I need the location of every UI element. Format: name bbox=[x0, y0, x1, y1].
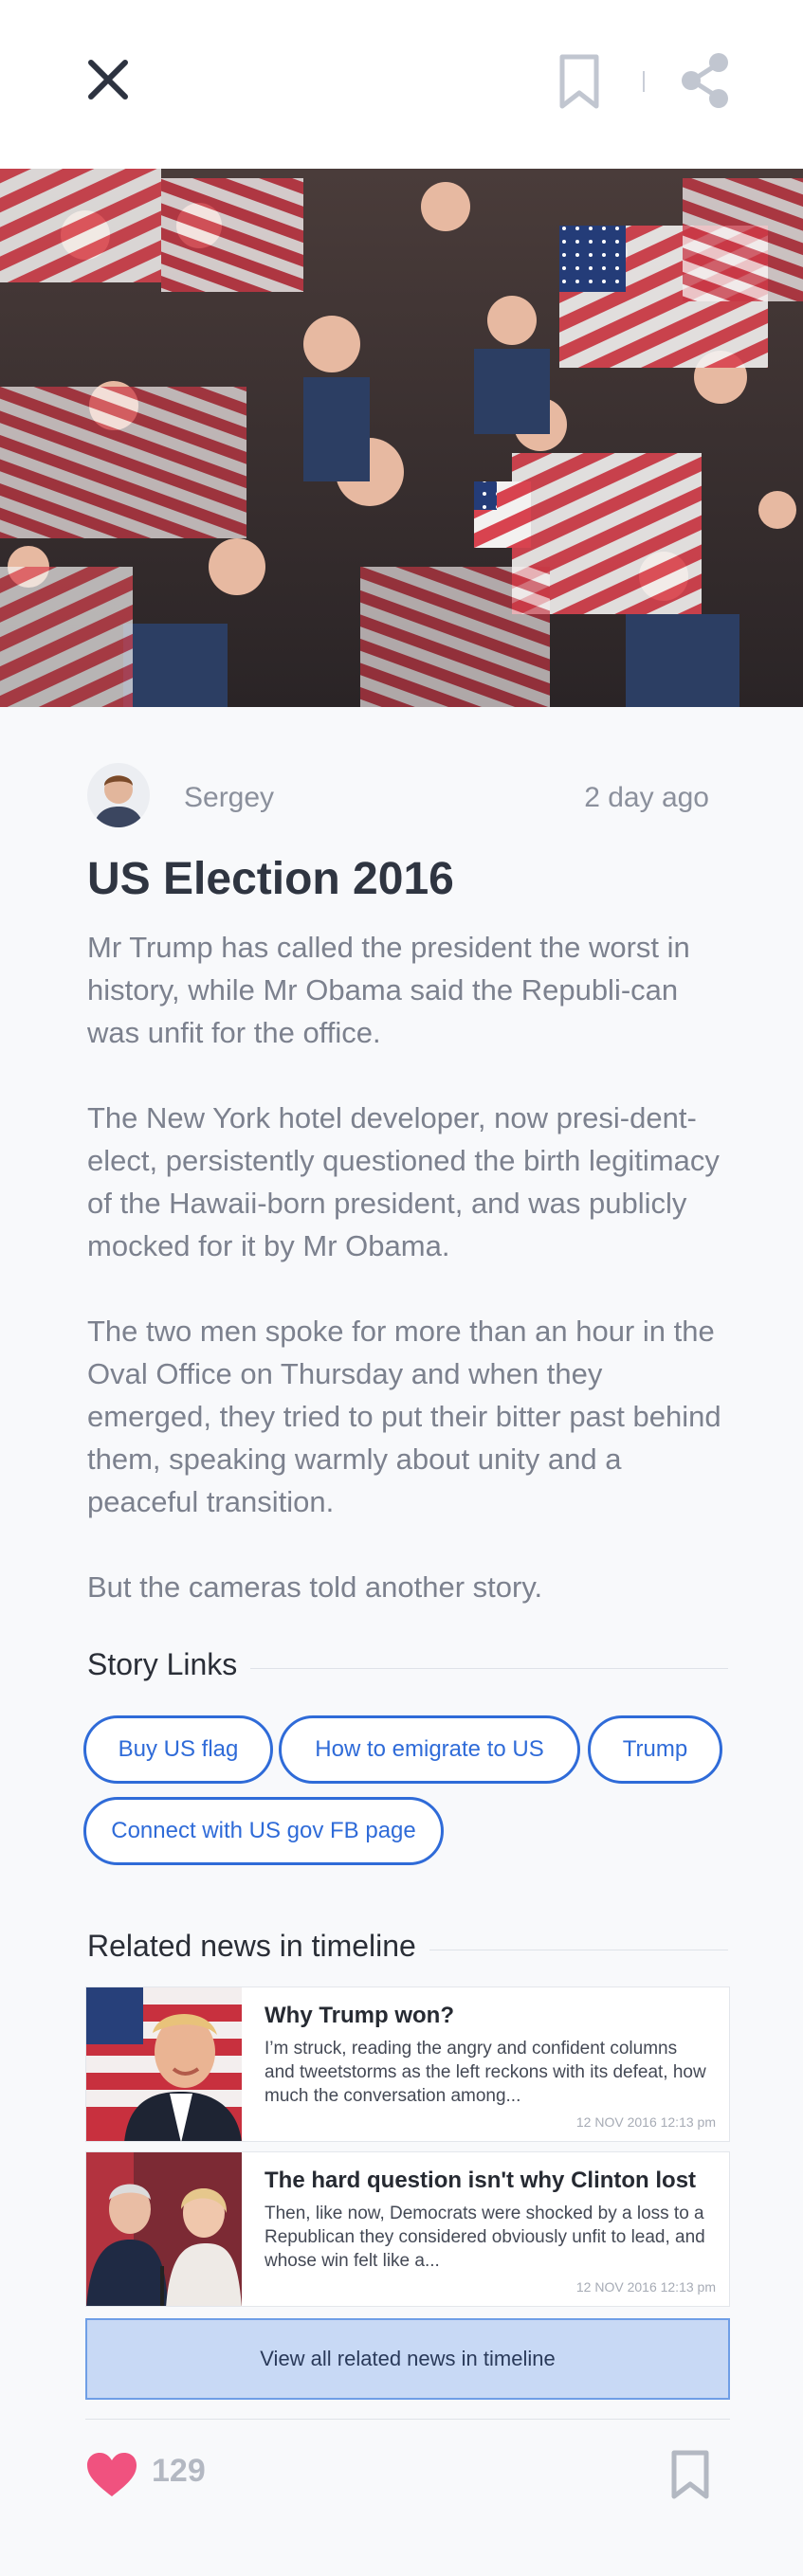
view-all-related-button[interactable]: View all related news in timeline bbox=[85, 2318, 730, 2400]
article-body bbox=[87, 926, 732, 1651]
top-bar bbox=[0, 0, 803, 169]
news-date: 12 NOV 2016 12:13 pm bbox=[575, 2114, 716, 2130]
article-paragraph: The two men spoke for more than an hour in the Oval Office on Thursday and when they emerged, they tried to put their bitter past behind them, speaking warmly about unity and a peaceful transition. bbox=[87, 1315, 721, 1518]
author-row bbox=[87, 763, 728, 829]
toolbar-divider bbox=[643, 71, 645, 92]
section-title: Related news in timeline bbox=[87, 1929, 429, 1964]
news-excerpt: Then, like now, Democrats were shocked by a loss to a Republican they considered obviously unfit to lead, and whose win felt like a... bbox=[265, 2204, 705, 2271]
author-name[interactable]: Sergey bbox=[184, 782, 275, 813]
bookmark-icon[interactable] bbox=[669, 2449, 711, 2500]
footer-divider bbox=[85, 2419, 730, 2420]
news-thumbnail bbox=[86, 1987, 242, 2142]
article-paragraph: Mr Trump has called the president the worst in history, while Mr Obama said the Republi-can was unfit for the office. bbox=[87, 931, 690, 1049]
bookmark-icon[interactable] bbox=[555, 53, 604, 110]
related-news-card[interactable] bbox=[85, 2151, 730, 2307]
news-excerpt: I’m struck, reading the angry and confident columns and tweetstorms as the left reckons with its defeat, how much the conversation among... bbox=[265, 2039, 706, 2106]
news-title: The hard question isn't why Clinton lost bbox=[265, 2168, 697, 2193]
news-thumbnail bbox=[86, 2152, 242, 2307]
avatar[interactable] bbox=[87, 763, 150, 827]
article-paragraph: But the cameras told another story. bbox=[87, 1570, 543, 1604]
heart-icon[interactable] bbox=[85, 2451, 138, 2498]
related-news-card[interactable] bbox=[85, 1986, 730, 2142]
story-link-chip[interactable]: Connect with US gov FB page bbox=[83, 1797, 444, 1865]
article-paragraph: The New York hotel developer, now presi-dent-elect, persistently questioned the birth legitimacy of the Hawaii-born president, and was publicly mocked for it by Mr Obama. bbox=[87, 1101, 720, 1262]
story-link-chip[interactable]: Buy US flag bbox=[83, 1715, 273, 1784]
related-news-header bbox=[87, 1929, 728, 1970]
hero-image bbox=[0, 169, 803, 707]
story-links-header bbox=[87, 1647, 728, 1689]
post-time: 2 day ago bbox=[584, 782, 709, 813]
story-link-chip[interactable]: How to emigrate to US bbox=[279, 1715, 580, 1784]
like-count: 129 bbox=[152, 2453, 206, 2489]
news-title: Why Trump won? bbox=[265, 2003, 454, 2028]
story-link-chip[interactable]: Trump bbox=[588, 1715, 722, 1784]
close-icon[interactable] bbox=[80, 51, 137, 108]
section-title: Story Links bbox=[87, 1647, 250, 1682]
share-icon[interactable] bbox=[677, 51, 734, 110]
article-title: US Election 2016 bbox=[87, 854, 454, 904]
news-date: 12 NOV 2016 12:13 pm bbox=[575, 2279, 716, 2295]
